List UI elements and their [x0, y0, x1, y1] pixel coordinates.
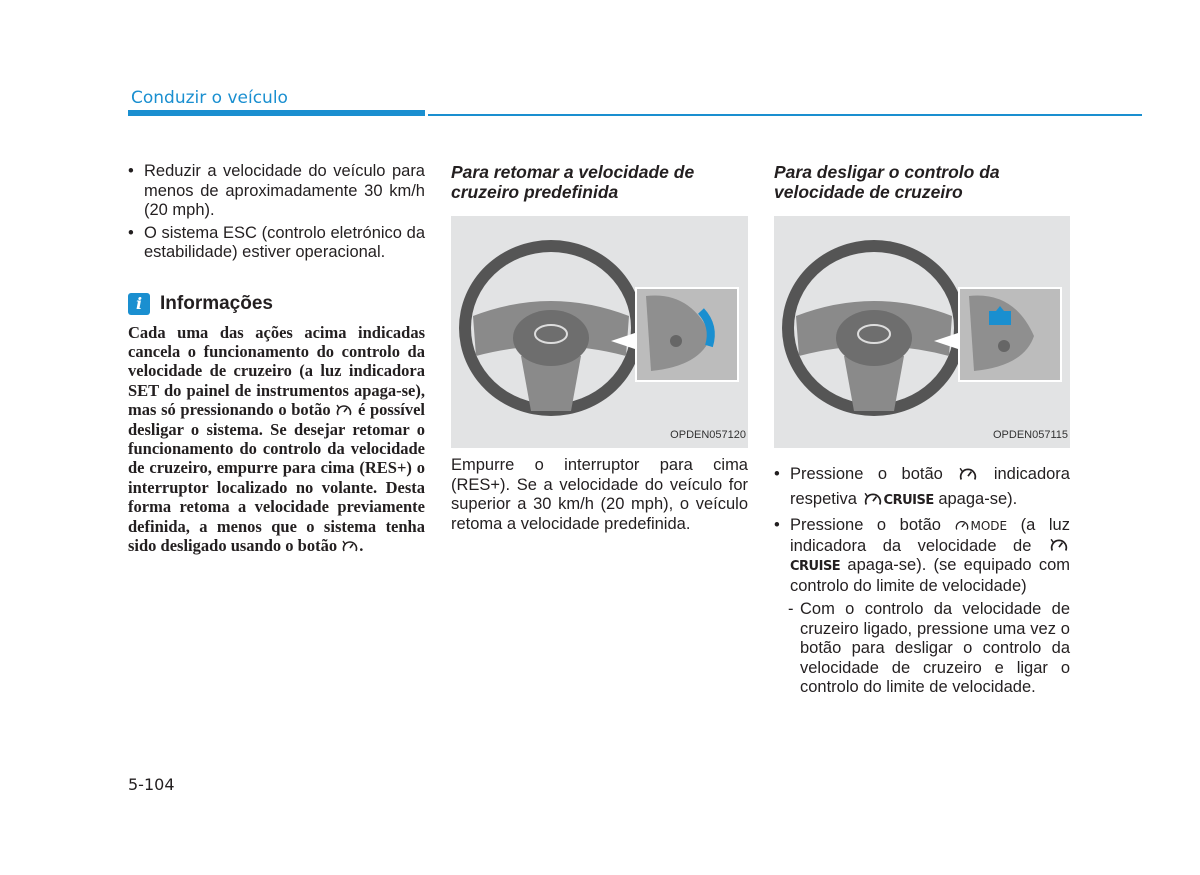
cruise-label: CRUISE	[883, 493, 934, 508]
steering-wheel-illustration	[774, 216, 1070, 448]
info-body: Cada uma das ações acima indicadas cancela o funcionamento do controlo da velocidade de cruzeiro (a luz indicadora SET do painel de instrumentos apaga-se), mas só pressionando o botão é possível desligar o sistema. Se desejar retomar o funcionamento do controlo da velocidade de cruzeiro, empurre para cima (RES+) o interruptor localizado no volante. Desta forma retoma a velocidade previamente definida, a menos que o sistema tenha sido desligado usando o botão .	[128, 322, 425, 555]
cruise-button-icon	[341, 539, 359, 555]
info-heading	[128, 293, 425, 315]
steering-wheel-figure	[774, 216, 1070, 448]
header-bar-thin	[428, 114, 1142, 116]
column-left	[128, 162, 425, 555]
info-title: Informações	[160, 292, 273, 314]
column-middle	[451, 162, 748, 534]
bullet-item: • O sistema ESC (controlo eletrónico da estabilidade) estiver operacional.	[128, 223, 425, 261]
sub-item: - Com o controlo da velocidade de cruzeiro ligado, pressione uma vez o botão para desligar o controlo da velocidade de cruzeiro e ligar o controlo do limite de velocidade.	[788, 600, 1070, 696]
mode-label: MODE	[970, 519, 1008, 533]
figure-code: OPDEN057120	[670, 428, 746, 441]
header-bar-thick	[128, 110, 425, 116]
cruise-button-icon	[335, 403, 353, 419]
page-number: 5-104	[128, 775, 175, 794]
body-paragraph: Empurre o interruptor para cima (RES+). Se a velocidade do veículo for superior a 30 km/h (20 mph), o veículo retoma a velocidade predefinida.	[451, 456, 748, 533]
info-icon: i	[128, 293, 150, 315]
cruise-indicator-icon	[862, 491, 884, 509]
bullet-item: • Pressione o botão indicadora respetiva CRUISE apaga-se).	[774, 465, 1070, 508]
section-title: Para desligar o controlo da velocidade de cruzeiro	[774, 162, 1000, 202]
mode-button-icon	[954, 519, 970, 533]
bullet-item: • Pressione o botão MODE (a luz indicadora da velocidade de CRUISE apaga-se). (se equipado com controlo do limite de velocidade)	[774, 516, 1070, 595]
figure-code: OPDEN057115	[992, 428, 1068, 441]
cruise-label: CRUISE	[790, 559, 841, 574]
steering-wheel-illustration	[451, 216, 748, 448]
cruise-button-icon	[957, 466, 979, 484]
bullet-item: • Reduzir a velocidade do veículo para menos de aproximadamente 30 km/h (20 mph).	[128, 162, 425, 219]
steering-wheel-figure	[451, 216, 748, 448]
column-right	[774, 162, 1070, 698]
section-title: Para retomar a velocidade de cruzeiro predefinida	[451, 162, 695, 202]
cruise-indicator-icon	[1048, 537, 1070, 555]
section-header-title: Conduzir o veículo	[131, 88, 288, 108]
